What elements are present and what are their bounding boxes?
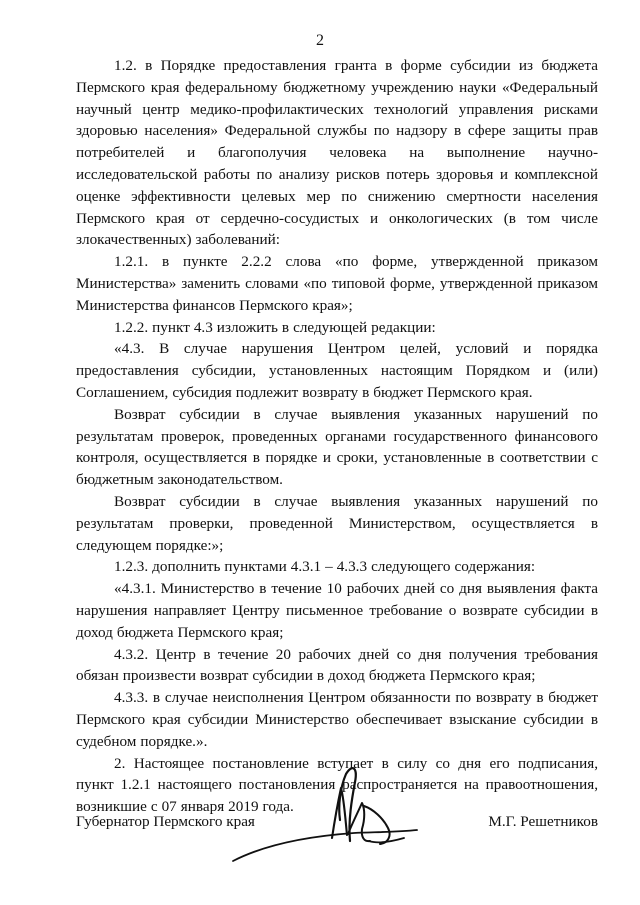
paragraph-1-2-1: 1.2.1. в пункте 2.2.2 слова «по форме, утвержденной приказом Министерства» заменить словами «по типовой форме, утвержденной приказом Министерства финансов Пермского края»; [76, 253, 598, 314]
paragraph-2-effective-date: 2. Настоящее постановление вступает в силу со дня его подписания, пункт 1.2.1 настоящего постановления распространяется на правоотношения, возникшие с 07 января 2019 года. [76, 754, 598, 816]
signatory-position: Губернатор Пермского края [76, 813, 255, 830]
paragraph-return-control: Возврат субсидии в случае выявления указанных нарушений по результатам проверок, проведенных органами государственного финансового контроля, осуществляется в порядке и сроки, установленные в соответствии с бюджетным законодательством. [76, 405, 598, 489]
paragraph-return-ministry: Возврат субсидии в случае выявления указанных нарушений по результатам проверки, проведенной Министерством, осуществляется в следующем порядке:»; [76, 492, 598, 554]
paragraph-1-2: 1.2. в Порядке предоставления гранта в форме субсидии из бюджета Пермского края федеральному бюджетному учреждению науки «Федеральный научный центр медико-профилактических технологий управления рисками здоровью населения» Федеральной службы по надзору в сфере защиты прав потребителей и благополучия человека на выполнение научно-исследовательской работы по анализу рисков потерь здоровья и комплексной оценке эффективности целевых мер по снижению смертности населения Пермского края от сердечно-сосудистых и онкологических (в том числе злокачественных) заболеваний: [76, 57, 598, 249]
signature-block [76, 812, 598, 836]
document-body [76, 55, 598, 818]
page-number: 2 [316, 32, 324, 49]
paragraph-4-3-3: 4.3.3. в случае неисполнения Центром обязанности по возврату в бюджет Пермского края субсидии Министерство обеспечивает взыскание субсидии в судебном порядке.». [76, 689, 598, 750]
paragraph-4-3-2: 4.3.2. Центр в течение 20 рабочих дней со дня получения требования обязан произвести возврат субсидии в доход бюджета Пермского края; [76, 645, 598, 685]
paragraph-1-2-2: 1.2.2. пункт 4.3 изложить в следующей редакции: [114, 318, 436, 336]
paragraph-4-3-1: «4.3.1. Министерство в течение 10 рабочих дней со дня выявления факта нарушения направляет Центру письменное требование о возврате субсидии в доход бюджета Пермского края; [76, 580, 598, 641]
paragraph-1-2-3: 1.2.3. дополнить пунктами 4.3.1 – 4.3.3 следующего содержания: [114, 558, 536, 576]
handwritten-signature [228, 748, 448, 874]
signatory-name: М.Г. Решетников [488, 813, 598, 830]
paragraph-4-3: «4.3. В случае нарушения Центром целей, условий и порядка предоставления субсидии, установленных настоящим Порядком и (или) Соглашением, субсидия подлежит возврату в бюджет Пермского края. [76, 340, 598, 401]
